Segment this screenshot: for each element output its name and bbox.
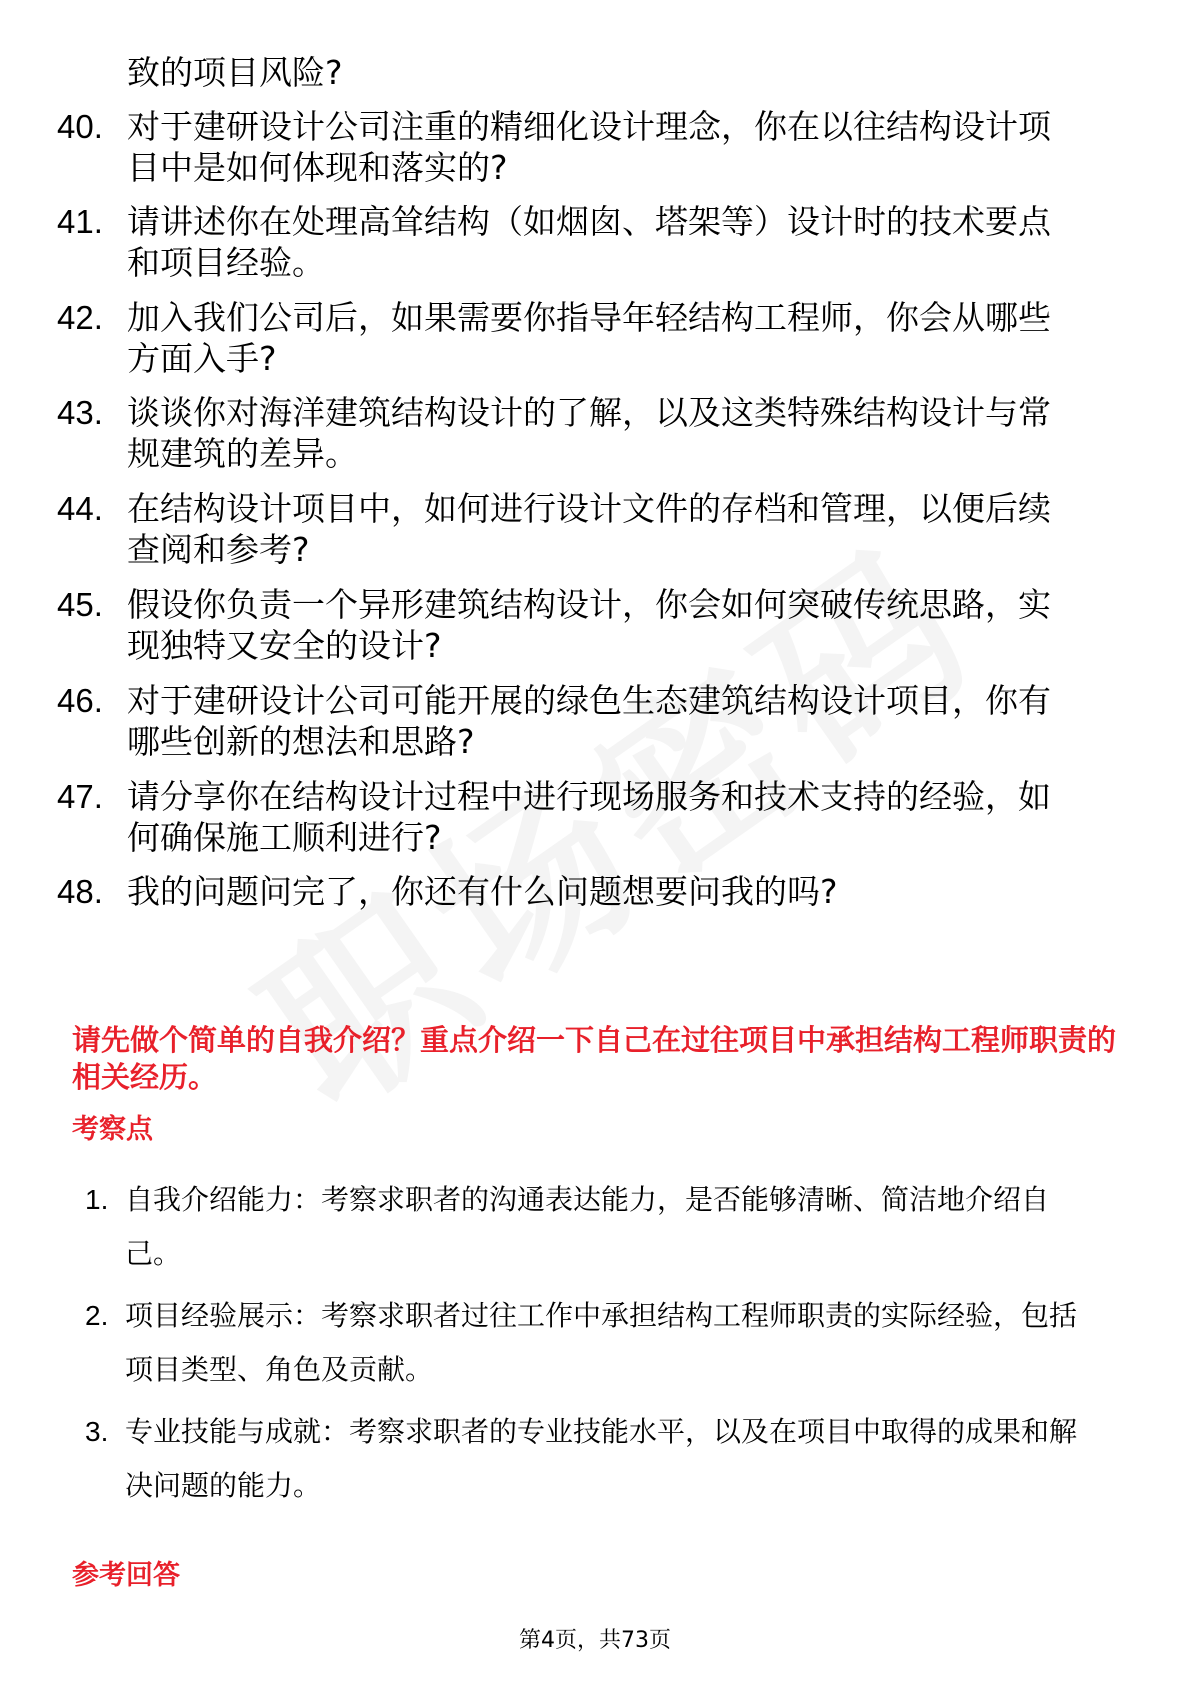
question-number: 43. [57, 394, 103, 431]
question-number: 42. [57, 299, 103, 336]
page-footer: 第4页，共73页 [519, 1628, 671, 1653]
question-line: 在结构设计项目中，如何进行设计文件的存档和管理，以便后续 [127, 489, 1051, 528]
point-item-1 [85, 1173, 1125, 1281]
question-item-47 [57, 776, 1117, 858]
question-number: 47. [57, 778, 103, 815]
question-number: 45. [57, 586, 103, 623]
point-line: 项目类型、角色及贡献。 [125, 1353, 434, 1386]
question-text [127, 871, 1117, 912]
question-text [127, 680, 1117, 762]
question-item-46 [57, 680, 1117, 762]
question-item-41 [57, 201, 1117, 283]
question-line: 目中是如何体现和落实的? [127, 148, 508, 187]
question-line: 请讲述你在处理高耸结构（如烟囱、塔架等）设计时的技术要点 [127, 202, 1051, 241]
question-line: 对于建研设计公司注重的精细化设计理念，你在以往结构设计项 [127, 107, 1051, 146]
question-line: 哪些创新的想法和思路? [127, 722, 475, 761]
question-line: 谈谈你对海洋建筑结构设计的了解，以及这类特殊结构设计与常 [127, 393, 1051, 432]
point-number: 1. [85, 1184, 109, 1215]
point-line: 决问题的能力。 [125, 1469, 322, 1502]
question-number: 46. [57, 682, 103, 719]
question-number: 40. [57, 108, 103, 145]
question-text [127, 488, 1117, 570]
question-continuation: 致的项目风险? [127, 53, 343, 92]
question-text [127, 106, 1117, 188]
question-line: 规建筑的差异。 [127, 434, 358, 473]
question-line: 对于建研设计公司可能开展的绿色生态建筑结构设计项目，你有 [127, 681, 1051, 720]
question-text [127, 297, 1117, 379]
question-item-40 [57, 106, 1117, 188]
main-question-line: 请先做个简单的自我介绍？重点介绍一下自己在过往项目中承担结构工程师职责的 [72, 1023, 1117, 1057]
point-item-3 [85, 1405, 1125, 1513]
question-item-48 [57, 871, 1117, 912]
question-line: 加入我们公司后，如果需要你指导年轻结构工程师，你会从哪些 [127, 298, 1051, 337]
question-line: 和项目经验。 [127, 243, 325, 282]
section-title-answer: 参考回答 [72, 1560, 180, 1591]
question-item-44 [57, 488, 1117, 570]
question-line: 请分享你在结构设计过程中进行现场服务和技术支持的经验，如 [127, 777, 1051, 816]
point-number: 3. [85, 1416, 109, 1447]
question-item-45 [57, 584, 1117, 666]
point-text [125, 1405, 1125, 1513]
question-line: 查阅和参考? [127, 530, 310, 569]
section-title-points: 考察点 [72, 1114, 153, 1145]
question-line: 我的问题问完了，你还有什么问题想要问我的吗? [127, 872, 838, 911]
point-line: 专业技能与成就：考察求职者的专业技能水平，以及在项目中取得的成果和解 [125, 1415, 1078, 1448]
question-text [127, 392, 1117, 474]
question-line: 现独特又安全的设计? [127, 626, 442, 665]
question-number: 48. [57, 873, 103, 910]
point-text [125, 1173, 1125, 1281]
point-line: 项目经验展示：考察求职者过往工作中承担结构工程师职责的实际经验，包括 [125, 1299, 1078, 1332]
question-line: 假设你负责一个异形建筑结构设计，你会如何突破传统思路，实 [127, 585, 1051, 624]
question-line: 何确保施工顺利进行? [127, 818, 442, 857]
point-item-2 [85, 1289, 1125, 1397]
question-text [127, 584, 1117, 666]
question-number: 41. [57, 203, 103, 240]
point-text [125, 1289, 1125, 1397]
question-item-43 [57, 392, 1117, 474]
point-line: 己。 [125, 1237, 182, 1270]
question-text [127, 201, 1117, 283]
question-line: 方面入手? [127, 339, 277, 378]
question-item-42 [57, 297, 1117, 379]
main-question-heading [72, 1022, 1132, 1096]
point-number: 2. [85, 1300, 109, 1331]
question-text [127, 776, 1117, 858]
point-line: 自我介绍能力：考察求职者的沟通表达能力，是否能够清晰、简洁地介绍自 [125, 1183, 1050, 1216]
main-question-line: 相关经历。 [72, 1060, 218, 1094]
question-number: 44. [57, 490, 103, 527]
